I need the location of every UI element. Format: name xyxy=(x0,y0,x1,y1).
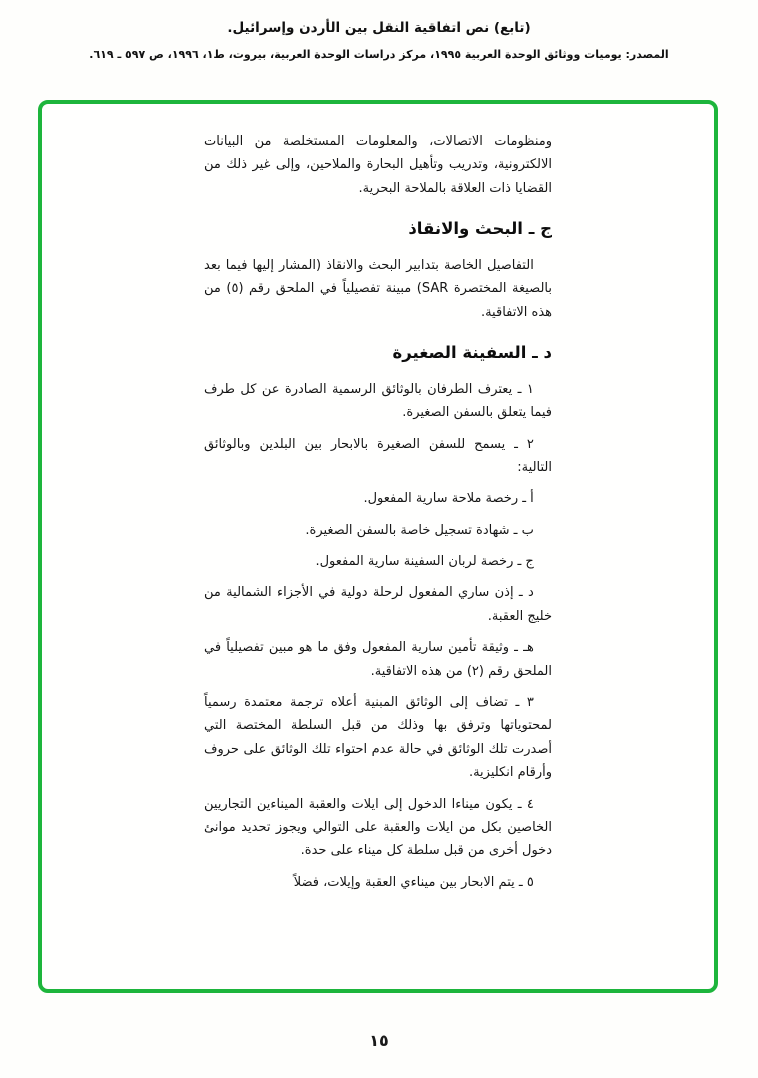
section-heading-search-rescue: ج ـ البحث والانقاذ xyxy=(408,219,552,239)
paragraph-subitem-b: ب ـ شهادة تسجيل خاصة بالسفن الصغيرة. xyxy=(305,522,534,538)
paragraph-item-2: ٢ ـ يسمح للسفن الصغيرة بالابحار بين البلدين وبالوثائق التالية: xyxy=(204,436,552,475)
paragraph-subitem-a: أ ـ رخصة ملاحة سارية المفعول. xyxy=(363,491,534,507)
paragraph-item-4: ٤ ـ يكون ميناءا الدخول إلى ايلات والعقبة الميناءين التجاريين الخاصين بكل من ايلات والعقبة على التوالي ويجوز تحديد موانئ دخول أخرى من قبل سلطة كل ميناء على حدة. xyxy=(204,796,552,859)
section-heading-small-vessel: د ـ السفينة الصغيرة xyxy=(392,343,552,363)
content-border-frame xyxy=(38,100,718,993)
document-source: المصدر: يوميات ووثائق الوحدة العربية ١٩٩٥، مركز دراسات الوحدة العربية، بيروت، ط١، ١٩٩٦، ص ٥٩٧ ـ ٦١٩. xyxy=(89,48,669,61)
page-number: ١٥ xyxy=(369,1031,389,1050)
paragraph-subitem-c: ج ـ رخصة لربان السفينة سارية المفعول. xyxy=(315,554,534,570)
document-title: (تابع) نص اتفاقية النقل بين الأردن وإسرائيل. xyxy=(227,20,531,36)
paragraph-continuation: ومنظومات الاتصالات، والمعلومات المستخلصة من البيانات الالكترونية، وتدريب وتأهيل البحارة والملاحين، وإلى غير ذلك من القضايا ذات العلاقة بالملاحة البحرية. xyxy=(204,134,552,196)
paragraph-subitem-d: د ـ إذن ساري المفعول لرحلة دولية في الأجزاء الشمالية من خليج العقبة. xyxy=(204,585,552,624)
paragraph-sar: التفاصيل الخاصة بتدابير البحث والانقاذ (المشار إليها فيما بعد بالصيغة المختصرة SAR) مبينة تفصيلياً في الملحق رقم (٥) من هذه الاتفاقية. xyxy=(204,257,552,320)
paragraph-item-5: ٥ ـ يتم الابحار بين ميناءي العقبة وإيلات، فضلاً xyxy=(293,874,534,890)
paragraph-subitem-e: هـ ـ وثيقة تأمين سارية المفعول وفق ما هو مبين تفصيلياً في الملحق رقم (٢) من هذه الاتفاقية. xyxy=(204,640,552,679)
document-content xyxy=(204,130,552,894)
paragraph-item-1: ١ ـ يعترف الطرفان بالوثائق الرسمية الصادرة عن كل طرف فيما يتعلق بالسفن الصغيرة. xyxy=(204,381,552,421)
page-header xyxy=(0,0,758,61)
paragraph-item-3: ٣ ـ تضاف إلى الوثائق المبنية أعلاه ترجمة معتمدة رسمياً لمحتوياتها وترفق بها وذلك من قبل السلطة المختصة التي أصدرت تلك الوثائق في حالة عدم احتواء تلك الوثائق على حروف وأرقام انكليزية. xyxy=(204,695,552,781)
